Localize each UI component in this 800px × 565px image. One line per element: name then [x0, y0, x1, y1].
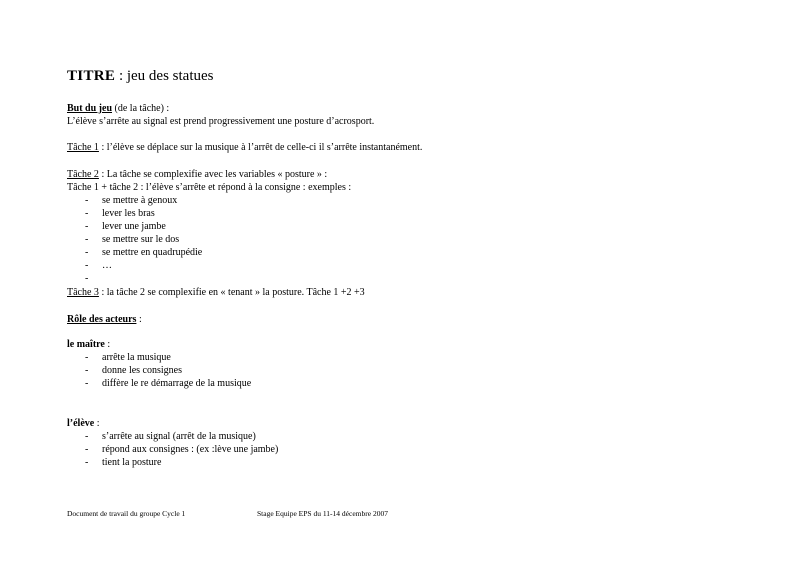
list-item-text: donne les consignes	[102, 365, 182, 376]
roles-heading-line	[67, 314, 142, 326]
tache3-line	[67, 287, 365, 299]
eleve-heading-line	[67, 418, 99, 430]
bullet-dash: -	[85, 247, 89, 258]
bullet-dash: -	[85, 195, 89, 206]
tache3-text: : la tâche 2 se complexifie en « tenant » la posture. Tâche 1 +2 +3	[98, 287, 365, 298]
list-item-text: se mettre en quadrupédie	[102, 247, 203, 258]
tache1-text: : l’élève se déplace sur la musique à l’arrêt de celle-ci il s’arrête instantanément.	[98, 142, 423, 153]
maitre-suffix: :	[104, 339, 111, 350]
tache2-line	[67, 169, 327, 181]
title-text: jeu des statues	[126, 68, 214, 84]
eleve-suffix: :	[94, 418, 100, 429]
list-item-text: tient la posture	[102, 457, 162, 468]
footer-right: Stage Equipe EPS du 11-14 décembre 2007	[257, 509, 388, 518]
tache1-line	[67, 142, 422, 154]
list-item-text: …	[102, 260, 112, 271]
tache2-label: Tâche 2	[67, 169, 99, 180]
title-separator: :	[115, 68, 127, 84]
list-item-text: arrête la musique	[102, 352, 171, 363]
list-item-text: se mettre à genoux	[102, 195, 178, 206]
bullet-dash: -	[85, 221, 89, 232]
list-item-text: diffère le re démarrage de la musique	[102, 378, 252, 389]
list-item-text: répond aux consignes : (ex :lève une jambe)	[102, 444, 279, 455]
list-item-text: se mettre sur le dos	[102, 234, 180, 245]
bullet-dash: -	[85, 352, 89, 363]
list-item-text: lever une jambe	[102, 221, 166, 232]
maitre-heading-line	[67, 339, 110, 351]
bullet-dash: -	[85, 234, 89, 245]
bullet-dash: -	[85, 273, 89, 284]
tache1-label: Tâche 1	[67, 142, 99, 153]
document-title	[67, 67, 214, 85]
footer-left: Document de travail du groupe Cycle 1	[67, 509, 186, 518]
bullet-dash: -	[85, 365, 89, 376]
tache2-combo: Tâche 1 + tâche 2 : l’élève s’arrête et répond à la consigne : exemples :	[67, 182, 352, 193]
list-item-text: s’arrête au signal (arrêt de la musique)	[102, 431, 256, 442]
bullet-dash: -	[85, 444, 89, 455]
bullet-dash: -	[85, 378, 89, 389]
maitre-label: le maître	[67, 339, 105, 350]
tache2-text: : La tâche se complexifie avec les variables « posture » :	[98, 169, 328, 180]
tache3-label: Tâche 3	[67, 287, 99, 298]
roles-suffix: :	[136, 314, 142, 325]
bullet-dash: -	[85, 457, 89, 468]
bullet-dash: -	[85, 208, 89, 219]
eleve-label: l’élève	[67, 418, 95, 429]
list-item-text: lever les bras	[102, 208, 155, 219]
but-paren: (de la tâche) :	[112, 103, 170, 114]
bullet-dash: -	[85, 260, 89, 271]
roles-heading: Rôle des acteurs	[67, 314, 137, 325]
but-heading-line	[67, 103, 169, 115]
bullet-dash: -	[85, 431, 89, 442]
but-text: L’élève s’arrête au signal est prend progressivement une posture d’acrosport.	[67, 116, 375, 127]
title-label: TITRE	[67, 68, 116, 84]
but-heading: But du jeu	[67, 103, 113, 114]
